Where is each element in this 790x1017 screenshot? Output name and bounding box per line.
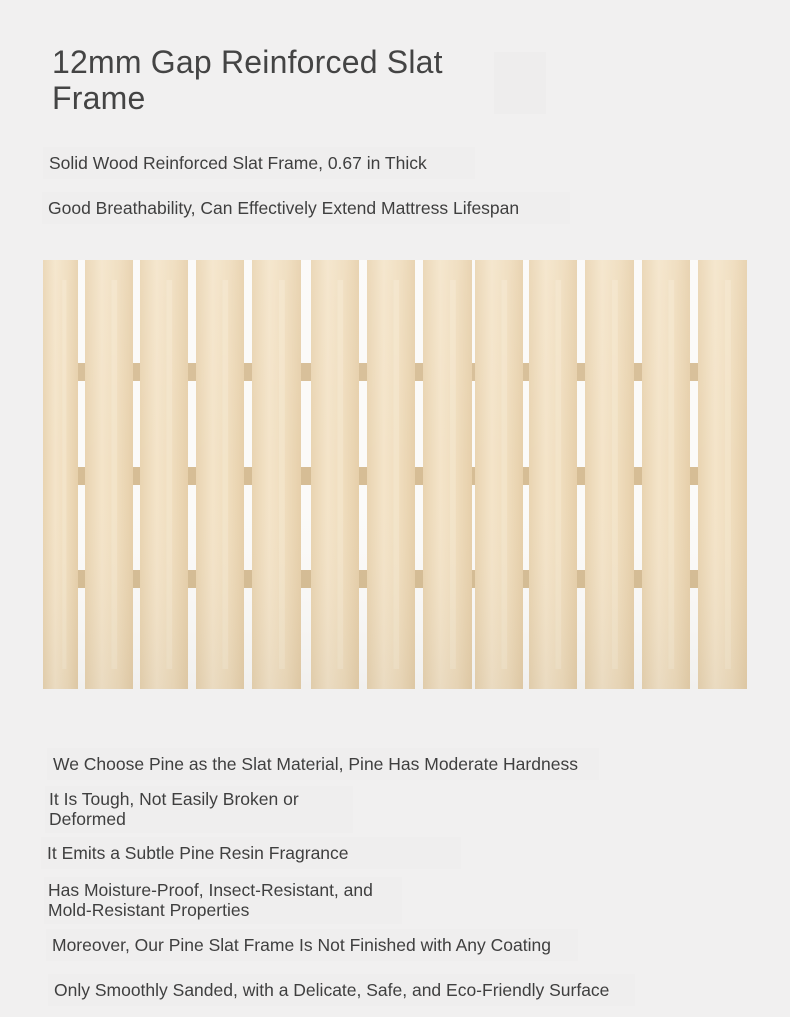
feature-moisture-proof: Has Moisture-Proof, Insect-Resistant, and Mold-Resistant Properties: [44, 877, 402, 924]
feature-pine-material: We Choose Pine as the Slat Material, Pine Has Moderate Hardness: [47, 748, 599, 780]
title-background-patch: [494, 52, 546, 114]
feature-tough: It Is Tough, Not Easily Broken or Deformed: [45, 786, 353, 833]
intro-line-thickness: Solid Wood Reinforced Slat Frame, 0.67 in Thick: [43, 147, 475, 179]
intro-line-breathability: Good Breathability, Can Effectively Extend Mattress Lifespan: [42, 192, 570, 224]
wood-sheen: [43, 260, 747, 689]
feature-sanded-surface: Only Smoothly Sanded, with a Delicate, Safe, and Eco-Friendly Surface: [48, 974, 635, 1006]
slat-frame-image: [43, 260, 747, 689]
page-title: 12mm Gap Reinforced Slat Frame: [52, 44, 443, 116]
feature-fragrance: It Emits a Subtle Pine Resin Fragrance: [41, 837, 461, 869]
feature-no-coating: Moreover, Our Pine Slat Frame Is Not Finished with Any Coating: [46, 929, 578, 961]
